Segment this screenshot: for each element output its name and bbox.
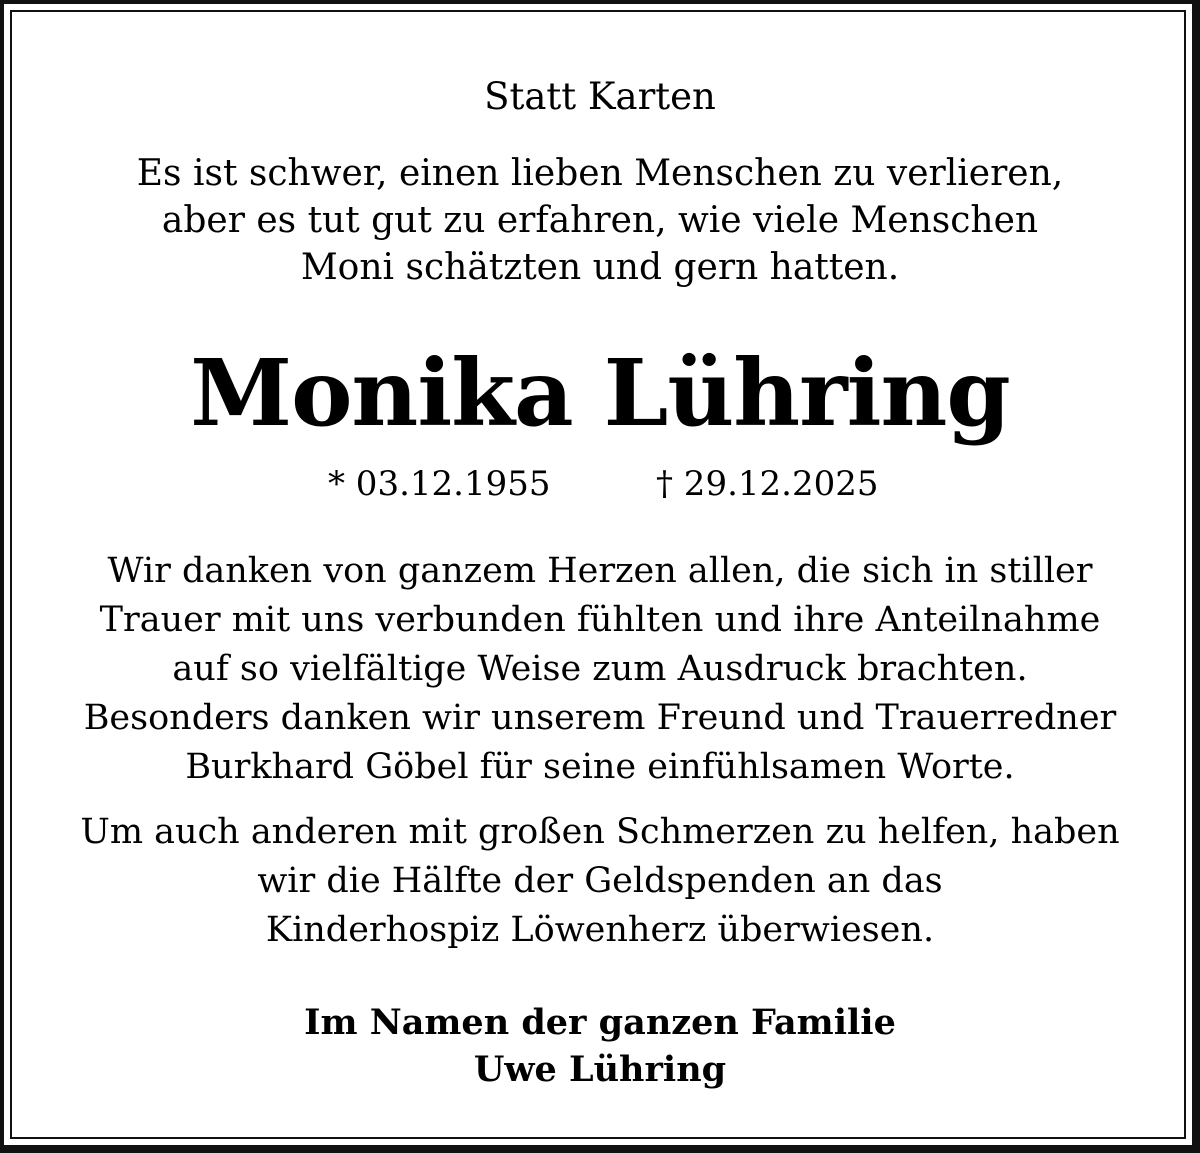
thanks-line: Burkhard Göbel für seine einfühlsamen Worte. [185,747,1015,787]
thanks-line: auf so vielfältige Weise zum Ausdruck brachten. [172,649,1028,689]
donation-line: Um auch anderen mit großen Schmerzen zu helfen, haben [80,812,1120,852]
life-dates [0,462,1200,506]
donation-line: wir die Hälfte der Geldspenden an das [257,861,943,901]
donation-line: Kinderhospiz Löwenherz überwiesen. [265,910,935,950]
intro-line: Es ist schwer, einen lieben Menschen zu verlieren, [136,153,1064,194]
thanks-line: Trauer mit uns verbunden fühlten und ihre Anteilnahme [99,600,1101,640]
signature-name: Uwe Lühring [473,1049,727,1090]
notice-heading: Statt Karten [484,75,716,118]
birth-date: * 03.12.1955 [328,464,551,504]
deceased-name: Monika Lühring [190,339,1010,447]
intro-line: Moni schätzten und gern hatten. [300,247,900,288]
death-date: † 29.12.2025 [656,464,879,504]
thanks-line: Besonders danken wir unserem Freund und Trauerredner [83,698,1117,738]
thanks-line: Wir danken von ganzem Herzen allen, die sich in stiller [107,551,1093,591]
intro-line: aber es tut gut zu erfahren, wie viele Menschen [161,200,1039,241]
signature-line: Im Namen der ganzen Familie [304,1002,896,1043]
